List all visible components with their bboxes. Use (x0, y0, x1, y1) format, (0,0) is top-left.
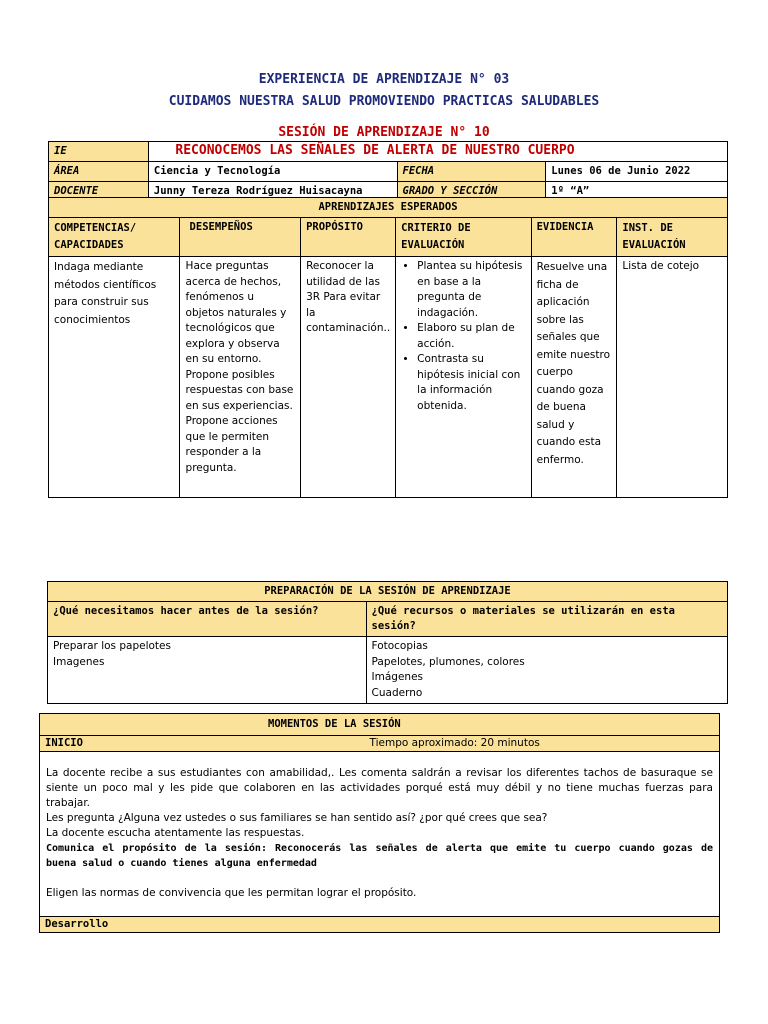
desempenos-cell: Hace preguntas acerca de hechos, fenómenos u objetos naturales y tecnológicos que explora y observa en su entorno. Propone posibles respuestas con base en sus experiencias. Propone acciones que le permiten responder a la pregunta. (179, 257, 301, 498)
experience-title: CUIDAMOS NUESTRA SALUD PROMOVIENDO PRACTICAS SALUDABLES (168, 94, 600, 109)
session-title: RECONOCEMOS LAS SEÑALES DE ALERTA DE NUESTRO CUERPO (150, 142, 600, 160)
list-item: Imágenes (371, 671, 424, 683)
question-antes: ¿Qué necesitamos hacer antes de la sesión? (48, 602, 367, 637)
momentos-table (39, 713, 720, 933)
criterio-item: • Plantea su hipótesis en base a la pregunta de indagación. (417, 259, 525, 321)
competencias-cell: Indaga mediante métodos científicos para construir sus conocimientos (49, 257, 180, 498)
ie-label: IE (49, 142, 149, 162)
list-item: Papelotes, plumones, colores (371, 655, 525, 668)
grado-label: GRADO Y SECCIÓN (397, 182, 546, 202)
criterio-item: • Contrasta su hipótesis inicial con la información obtenida. (417, 352, 525, 414)
criterio-item: • Elaboro su plan de acción. (417, 321, 525, 352)
inicio-paragraph: Les pregunta ¿Alguna vez ustedes o sus familiares se han sentido así? ¿por qué crees que sea? (46, 812, 548, 824)
col-instrumento: INST. DE EVALUACIÓN (617, 218, 728, 257)
col-desempenos: DESEMPEÑOS (179, 218, 301, 257)
inicio-paragraph: Eligen las normas de convivencia que les permitan lograr el propósito. (46, 887, 417, 899)
momentos-heading: MOMENTOS DE LA SESIÓN (40, 714, 720, 736)
area-value: Ciencia y Tecnología (148, 162, 397, 182)
criterios-cell (396, 257, 531, 498)
question-recursos: ¿Qué recursos o materiales se utilizarán en esta sesión? (366, 602, 727, 637)
tiempo-aproximado: Tiempo aproximado: 20 minutos (369, 737, 540, 749)
docente-value: Junny Tereza Rodríguez Huisacayna (148, 182, 397, 202)
preparacion-table (47, 581, 728, 704)
recursos-list (366, 637, 727, 704)
preparacion-heading: PREPARACIÓN DE LA SESIÓN DE APRENDIZAJE (48, 582, 728, 602)
list-item: Preparar los papelotes (53, 640, 171, 652)
inicio-row (40, 736, 720, 752)
inicio-paragraph: La docente escucha atentamente las respuestas. (46, 827, 305, 839)
fecha-value: Lunes 06 de Junio 2022 (546, 162, 728, 182)
list-item: Fotocopias (371, 640, 428, 652)
antes-list (48, 637, 367, 704)
proposito-cell: Reconocer la utilidad de las 3R Para evitar la contaminación.. (301, 257, 396, 498)
inicio-paragraph: La docente recibe a sus estudiantes con amabilidad,. Les comenta saldrán a revisar los diferentes tachos de basuraque se siente un poco mal y les pide que colaboren en las actividades porqué está muy débil y no tiene muchas fuerzas para trabajar. (46, 767, 713, 809)
aprendizajes-heading: APRENDIZAJES ESPERADOS (49, 198, 728, 218)
instrumento-cell: Lista de cotejo (617, 257, 728, 498)
grado-value: 1º “A” (546, 182, 728, 202)
proposito-comunicado: Comunica el propósito de la sesión: Reconocerás las señales de alerta que emite tu cuerpo cuando gozas de buena salud o cuando tienes alguna enfermedad (46, 843, 713, 869)
col-competencias: COMPETENCIAS/ CAPACIDADES (49, 218, 180, 257)
list-item: Imagenes (53, 655, 105, 668)
fecha-label: FECHA (397, 162, 546, 182)
session-number: SESIÓN DE APRENDIZAJE N° 10 (278, 125, 490, 140)
experience-number: EXPERIENCIA DE APRENDIZAJE N° 03 (258, 72, 510, 87)
col-criterio: CRITERIO DE EVALUACIÓN (396, 218, 531, 257)
col-proposito: PROPÓSITO (301, 218, 396, 257)
inicio-label: INICIO (45, 737, 83, 749)
desarrollo-label: Desarrollo (40, 917, 720, 933)
docente-label: DOCENTE (49, 182, 149, 202)
col-evidencia: EVIDENCIA (531, 218, 617, 257)
inicio-content (40, 752, 720, 917)
aprendizajes-table (48, 197, 728, 498)
list-item: Cuaderno (371, 686, 423, 699)
evidencia-cell: Resuelve una ficha de aplicación sobre las señales que emite nuestro cuerpo cuando goza de buena salud y cuando esta enfermo. (531, 257, 617, 498)
area-label: ÁREA (49, 162, 149, 182)
